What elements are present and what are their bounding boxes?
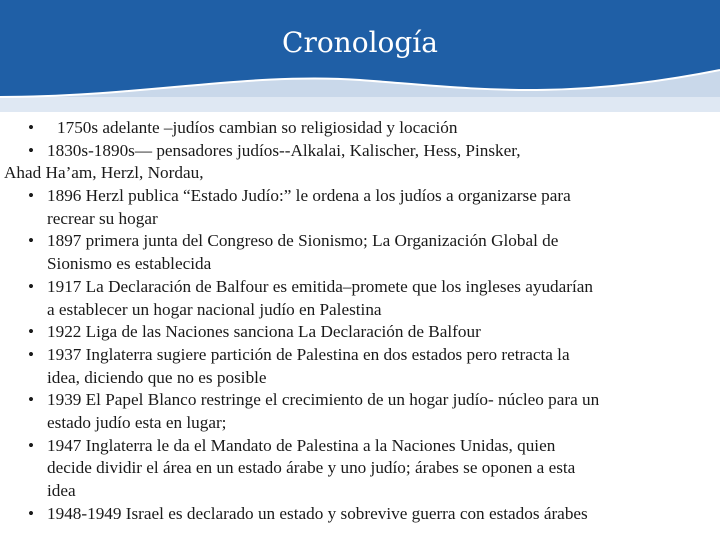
list-item-text: Ahad Ha’am, Herzl, Nordau, <box>4 163 204 183</box>
bullet-icon: • <box>28 140 35 160</box>
list-item-text: Sionismo es establecida <box>47 254 212 274</box>
list-item-text: 1947 Inglaterra le da el Mandato de Palestina a la Naciones Unidas, quien <box>47 435 556 455</box>
list-item <box>0 230 720 253</box>
bullet-icon: • <box>28 322 35 342</box>
list-item-text: 1750s adelante –judíos cambian so religiosidad y locación <box>57 118 458 137</box>
list-item-text: 1937 Inglaterra sugiere partición de Palestina en dos estados pero retracta la <box>47 344 570 364</box>
list-item-continuation <box>0 162 720 185</box>
list-item-text: a establecer un hogar nacional judío en Palestina <box>47 299 382 319</box>
bullet-icon: • <box>28 435 35 455</box>
list-item-continuation <box>0 412 720 435</box>
bullet-icon: • <box>28 344 35 364</box>
list-item-text: decide dividir el área en un estado árabe y uno judío; árabes se oponen a esta <box>47 458 576 478</box>
list-item-text: 1922 Liga de las Naciones sanciona La Declaración de Balfour <box>47 322 481 342</box>
list-item-text: recrear su hogar <box>47 208 158 228</box>
timeline-list <box>0 117 720 525</box>
bullet-icon: • <box>28 118 35 137</box>
list-item-continuation <box>0 208 720 231</box>
list-item-text: estado judío esta en lugar; <box>47 412 227 432</box>
list-item-continuation <box>0 367 720 390</box>
list-item-continuation <box>0 299 720 322</box>
list-item-text: 1896 Herzl publica “Estado Judío:” le ordena a los judíos a organizarse para <box>47 186 571 206</box>
list-item-text: 1897 primera junta del Congreso de Sionismo; La Organización Global de <box>47 231 559 251</box>
list-item-text: 1939 El Papel Blanco restringe el crecimiento de un hogar judío- núcleo para un <box>47 390 600 410</box>
list-item-continuation <box>0 480 720 503</box>
slide-title: Cronología <box>282 26 438 59</box>
list-item-text: idea, diciendo que no es posible <box>47 367 267 387</box>
list-item <box>0 185 720 208</box>
list-item <box>0 276 720 299</box>
list-item-continuation <box>0 253 720 276</box>
list-item <box>0 117 720 140</box>
list-item <box>0 389 720 412</box>
list-item-continuation <box>0 457 720 480</box>
list-item <box>0 435 720 458</box>
list-item-text: 1917 La Declaración de Balfour es emitida–promete que los ingleses ayudarían <box>47 276 593 296</box>
bullet-icon: • <box>28 390 35 410</box>
list-item-text: 1830s-1890s— pensadores judíos--Alkalai, Kalischer, Hess, Pinsker, <box>47 140 521 160</box>
bullet-icon: • <box>28 231 35 251</box>
bullet-icon: • <box>28 186 35 206</box>
bullet-icon: • <box>28 503 35 523</box>
list-item <box>0 140 720 163</box>
header-wave-decoration <box>0 50 720 112</box>
list-item <box>0 503 720 526</box>
bullet-icon: • <box>28 276 35 296</box>
list-item-text: idea <box>47 481 76 500</box>
list-item <box>0 321 720 344</box>
list-item-text: 1948-1949 Israel es declarado un estado y sobrevive guerra con estados árabes <box>47 503 588 523</box>
list-item <box>0 344 720 367</box>
